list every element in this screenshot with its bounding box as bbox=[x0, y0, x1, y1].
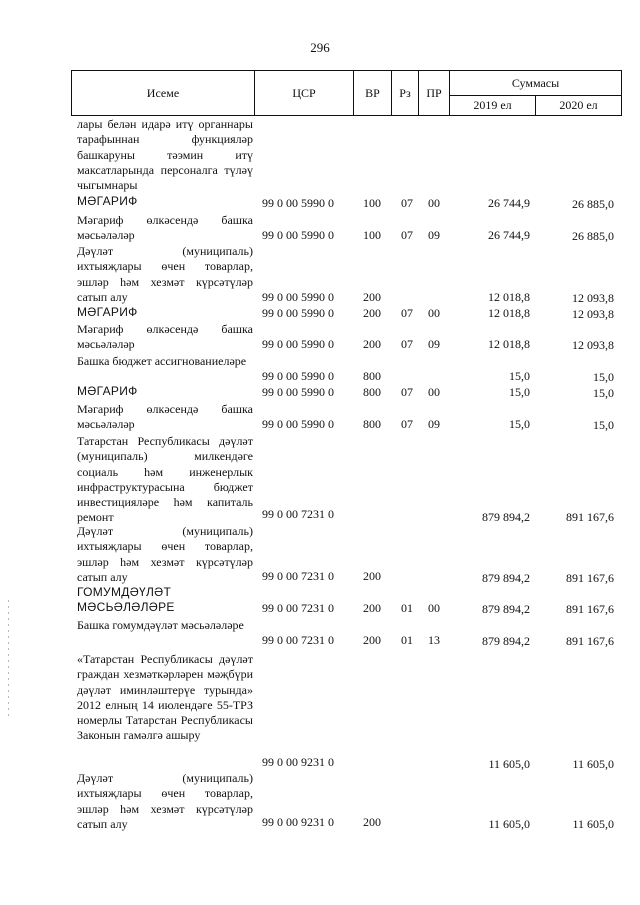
row-2019: 11 605,0 bbox=[488, 817, 530, 831]
header-pr-label: ПР bbox=[426, 85, 442, 100]
row-2020: 891 167,6 bbox=[566, 602, 614, 616]
row-csr: 99 0 00 9231 0 bbox=[262, 755, 334, 769]
row-2020: 26 885,0 bbox=[572, 197, 614, 211]
row-vr: 800 bbox=[363, 369, 381, 383]
row-2019: 12 018,8 bbox=[488, 290, 530, 304]
row-vr: 800 bbox=[363, 385, 381, 399]
row-name: Башка бюджет ассигнованиеләре bbox=[77, 354, 247, 368]
row-rz: 01 bbox=[401, 601, 413, 615]
header-2020-label: 2020 ел bbox=[559, 98, 598, 112]
row-vr: 200 bbox=[363, 306, 381, 320]
page-number: 296 bbox=[310, 40, 330, 55]
row-rz: 07 bbox=[401, 228, 413, 242]
header-vr-label: ВР bbox=[365, 85, 380, 100]
row-2019: 879 894,2 bbox=[482, 602, 530, 616]
header-2019-label: 2019 ел bbox=[473, 98, 512, 112]
row-name: Татарстан Республикасы дәүләт (муниципаль) милкендәге социаль һәм инженерлык инфраструктурасына бюджет инвестицияләре һәм капиталь ремонт bbox=[77, 434, 253, 525]
row-2020: 12 093,8 bbox=[572, 291, 614, 305]
row-csr: 99 0 00 5990 0 bbox=[262, 417, 334, 431]
row-pr: 13 bbox=[428, 633, 440, 647]
row-2019: 12 018,8 bbox=[488, 306, 530, 320]
row-2019: 879 894,2 bbox=[482, 634, 530, 648]
row-vr: 200 bbox=[363, 337, 381, 351]
row-2019: 15,0 bbox=[509, 369, 530, 383]
row-name: «Татарстан Республикасы дәүләт граждан хезмәткәрләрен мәҗбүри дәүләт иминләштерүе турында» 2012 елның 14 июлендәге 55-ТРЗ номерлы Татарстан Республикасы Законын гамәлгә ашыру bbox=[77, 652, 253, 743]
row-vr: 200 bbox=[363, 815, 381, 829]
row-vr: 200 bbox=[363, 569, 381, 583]
row-pr: 09 bbox=[428, 228, 440, 242]
row-csr: 99 0 00 5990 0 bbox=[262, 228, 334, 242]
row-csr: 99 0 00 5990 0 bbox=[262, 369, 334, 383]
row-name: Дәүләт (муниципаль) ихтыяҗлары өчен товарлар, эшләр һәм хезмәт күрсәтүләр сатып алу bbox=[77, 244, 253, 304]
row-2019: 11 605,0 bbox=[488, 757, 530, 771]
row-rz: 07 bbox=[401, 337, 413, 351]
row-csr: 99 0 00 5990 0 bbox=[262, 337, 334, 351]
row-2019: 15,0 bbox=[509, 417, 530, 431]
row-pr: 09 bbox=[428, 337, 440, 351]
row-csr: 99 0 00 5990 0 bbox=[262, 290, 334, 304]
row-csr: 99 0 00 5990 0 bbox=[262, 196, 334, 210]
row-2019: 15,0 bbox=[509, 385, 530, 399]
row-name: МӘГАРИФ bbox=[77, 384, 138, 398]
row-name: лары белән идарә итү органнары тарафыннан функцияләр башкаруны тәэмин итү максатларында персоналга түләү чыгымнары bbox=[77, 117, 253, 193]
row-csr: 99 0 00 7231 0 bbox=[262, 633, 334, 647]
row-rz: 07 bbox=[401, 306, 413, 320]
row-rz: 01 bbox=[401, 633, 413, 647]
row-name: Башка гомумдәүләт мәсьәләләре bbox=[77, 618, 244, 632]
row-rz: 07 bbox=[401, 385, 413, 399]
row-csr: 99 0 00 7231 0 bbox=[262, 569, 334, 583]
row-csr: 99 0 00 9231 0 bbox=[262, 815, 334, 829]
row-name: Мәгариф өлкәсендә башка мәсьәләләр bbox=[77, 322, 253, 352]
row-name: Дәүләт (муниципаль) ихтыяҗлары өчен товарлар, эшләр һәм хезмәт күрсәтүләр сатып алу bbox=[77, 771, 253, 831]
row-vr: 200 bbox=[363, 601, 381, 615]
row-name: Мәгариф өлкәсендә башка мәсьәләләр bbox=[77, 213, 253, 243]
row-2020: 891 167,6 bbox=[566, 634, 614, 648]
row-2020: 26 885,0 bbox=[572, 229, 614, 243]
row-csr: 99 0 00 7231 0 bbox=[262, 601, 334, 615]
row-vr: 800 bbox=[363, 417, 381, 431]
row-pr: 09 bbox=[428, 417, 440, 431]
row-rz: 07 bbox=[401, 196, 413, 210]
row-2020: 11 605,0 bbox=[572, 757, 614, 771]
row-2019: 26 744,9 bbox=[488, 228, 530, 242]
row-name: МӘГАРИФ bbox=[77, 194, 138, 208]
row-2020: 15,0 bbox=[593, 370, 614, 384]
row-2020: 891 167,6 bbox=[566, 571, 614, 585]
header-csr-label: ЦСР bbox=[292, 85, 316, 100]
row-2019: 12 018,8 bbox=[488, 337, 530, 351]
row-pr: 00 bbox=[428, 601, 440, 615]
row-rz: 07 bbox=[401, 417, 413, 431]
row-csr: 99 0 00 5990 0 bbox=[262, 306, 334, 320]
row-pr: 00 bbox=[428, 196, 440, 210]
row-2020: 12 093,8 bbox=[572, 307, 614, 321]
row-2019: 879 894,2 bbox=[482, 510, 530, 524]
row-name: Мәгариф өлкәсендә башка мәсьәләләр bbox=[77, 402, 253, 432]
row-vr: 100 bbox=[363, 196, 381, 210]
row-pr: 00 bbox=[428, 306, 440, 320]
row-name: МӘГАРИФ bbox=[77, 305, 138, 319]
scan-margin-marks bbox=[8, 600, 9, 720]
row-vr: 100 bbox=[363, 228, 381, 242]
header-name-label: Исеме bbox=[146, 85, 180, 100]
row-name: Дәүләт (муниципаль) ихтыяҗлары өчен товарлар, эшләр һәм хезмәт күрсәтүләр сатып алу bbox=[77, 524, 253, 584]
header-sums-label: Суммасы bbox=[511, 75, 560, 90]
row-vr: 200 bbox=[363, 290, 381, 304]
row-name: ГОМУМДӘҮЛӘТ МӘСЬӘЛӘЛӘРЕ bbox=[77, 585, 175, 615]
row-pr: 00 bbox=[428, 385, 440, 399]
row-2019: 26 744,9 bbox=[488, 196, 530, 210]
row-csr: 99 0 00 7231 0 bbox=[262, 507, 334, 521]
row-2020: 15,0 bbox=[593, 386, 614, 400]
row-2020: 12 093,8 bbox=[572, 338, 614, 352]
row-vr: 200 bbox=[363, 633, 381, 647]
row-csr: 99 0 00 5990 0 bbox=[262, 385, 334, 399]
row-2020: 15,0 bbox=[593, 418, 614, 432]
header-rz-label: Рз bbox=[399, 85, 411, 100]
row-2020: 11 605,0 bbox=[572, 817, 614, 831]
row-2019: 879 894,2 bbox=[482, 571, 530, 585]
row-2020: 891 167,6 bbox=[566, 510, 614, 524]
